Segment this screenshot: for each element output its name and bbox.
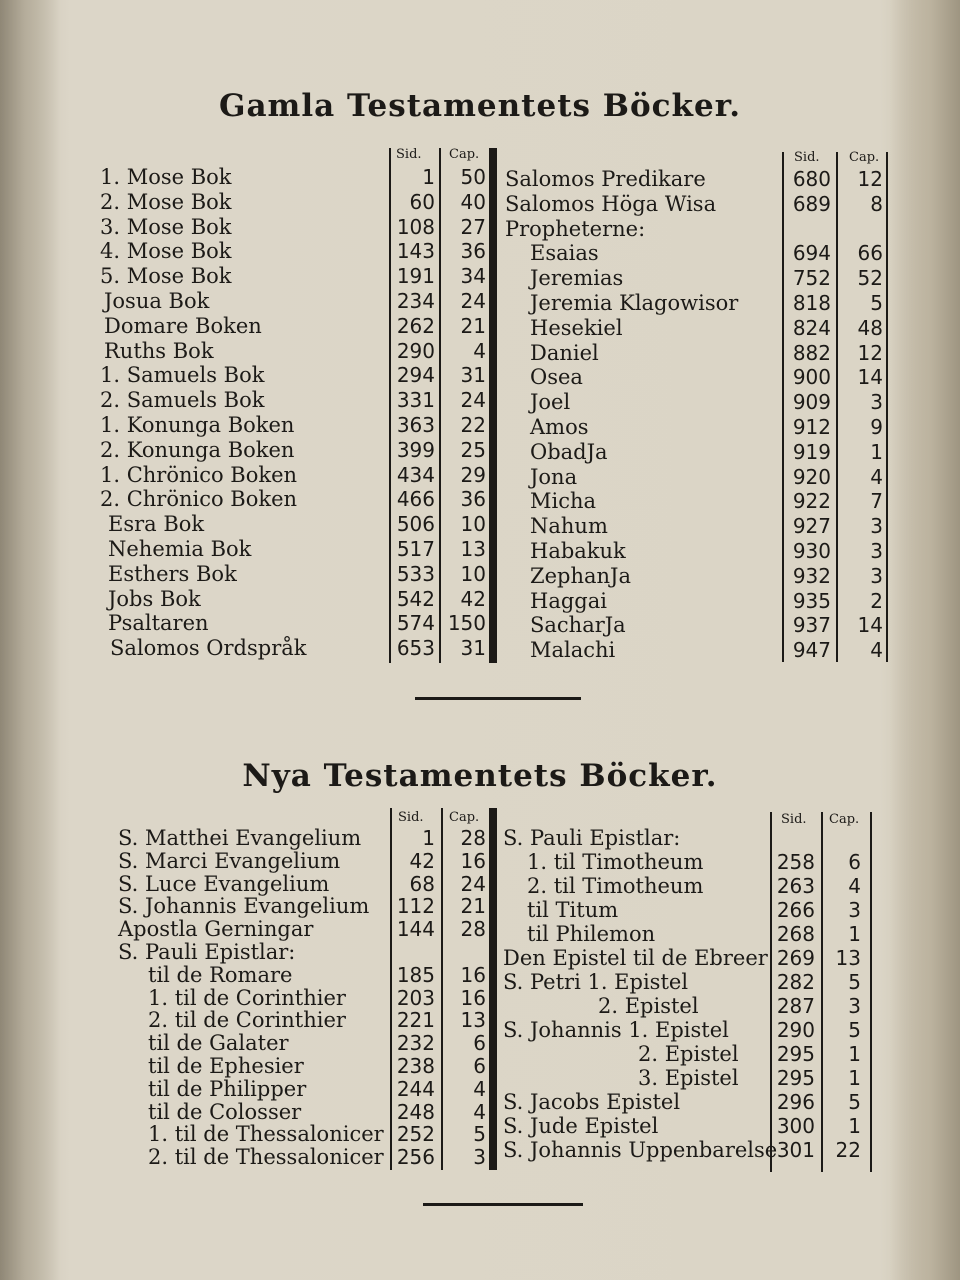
book-name: Amos (530, 415, 589, 439)
book-name: 2. til de Thessalonicer (148, 1145, 384, 1170)
book-name: 3. Mose Bok (100, 214, 232, 239)
column-header-cap: Cap. (449, 147, 480, 162)
chapter-count: 16 (460, 848, 486, 873)
page-number: 574 (396, 611, 435, 636)
book-name: S. Johannis 1. Epistel (503, 1018, 729, 1042)
chapter-count: 40 (460, 189, 486, 214)
chapter-count: 9 (870, 415, 883, 439)
chapter-count: 5 (473, 1122, 486, 1147)
chapter-count: 22 (460, 413, 486, 437)
bottom-divider (423, 1203, 583, 1206)
book-name: 2. Epistel (598, 994, 699, 1018)
page-number: 930 (792, 539, 831, 563)
page-number: 517 (396, 537, 435, 561)
page-number: 399 (396, 437, 435, 462)
table-row (0, 241, 960, 266)
page-number: 920 (792, 464, 831, 489)
chapter-count: 48 (857, 315, 883, 340)
page-number: 680 (792, 167, 831, 191)
table-row (0, 994, 960, 1019)
page-number: 290 (396, 338, 435, 363)
page-number: 295 (776, 1066, 815, 1090)
table-row (0, 437, 960, 465)
table-row (0, 514, 960, 539)
book-name: til de Colosser (148, 1099, 302, 1124)
page-number: 234 (396, 289, 435, 313)
column-header-sid: Sid. (781, 812, 807, 827)
chapter-count: 7 (870, 489, 883, 514)
chapter-count: 66 (857, 241, 883, 266)
table-row (0, 539, 960, 564)
column-header-sid: Sid. (396, 147, 422, 162)
chapter-count: 10 (460, 561, 486, 586)
chapter-count: 42 (460, 586, 486, 611)
chapter-count: 5 (870, 291, 883, 315)
chapter-count: 12 (857, 167, 883, 191)
book-name: Salomos Höga Wisa (505, 191, 717, 216)
book-name: 2. til de Corinthier (148, 1008, 346, 1033)
table-row (0, 462, 960, 490)
book-name: Propheterne: (505, 216, 646, 241)
chapter-count: 4 (870, 638, 883, 663)
table-row (0, 266, 960, 291)
table-row (0, 291, 960, 316)
page-number: 296 (776, 1090, 815, 1114)
chapter-count: 2 (870, 588, 883, 613)
column-header-cap: Cap. (829, 812, 860, 827)
book-name: ObadJa (530, 439, 608, 464)
table-row (0, 946, 960, 971)
chapter-count: 24 (460, 289, 486, 313)
page-number: 185 (396, 962, 435, 987)
chapter-count: 34 (460, 264, 486, 289)
book-name: 1. til Timotheum (527, 850, 704, 874)
chapter-count: 13 (460, 1008, 486, 1033)
chapter-count: 50 (460, 165, 486, 189)
chapter-count: 31 (460, 636, 486, 661)
chapter-count: 22 (835, 1138, 861, 1162)
chapter-count: 5 (848, 1090, 861, 1114)
chapter-count: 16 (460, 985, 486, 1010)
chapter-count: 3 (870, 514, 883, 539)
chapter-count: 25 (460, 437, 486, 462)
book-name: 1. Mose Bok (100, 165, 232, 189)
column-header-sid: Sid. (398, 810, 424, 825)
chapter-count: 4 (473, 338, 486, 363)
page-number: 818 (792, 291, 831, 315)
chapter-count: 13 (460, 537, 486, 561)
book-name: 1. Chrönico Boken (100, 462, 298, 487)
page-number: 112 (396, 894, 435, 919)
column-header-cap: Cap. (449, 810, 480, 825)
book-name: Hesekiel (530, 315, 623, 340)
book-name: til Titum (527, 898, 619, 922)
page-number: 542 (396, 586, 435, 611)
page-number: 900 (792, 365, 831, 390)
book-name: 5. Mose Bok (100, 264, 232, 289)
page-number: 752 (792, 266, 831, 291)
chapter-count: 31 (460, 363, 486, 388)
table-row (0, 613, 960, 638)
page-number: 248 (396, 1099, 435, 1124)
book-name: 4. Mose Bok (100, 239, 232, 264)
book-name: S. Pauli Epistlar: (503, 826, 681, 850)
book-name: til Philemon (527, 922, 656, 946)
section-divider (415, 697, 581, 700)
chapter-count: 4 (870, 464, 883, 489)
book-name: til de Romare (148, 962, 293, 987)
book-name: til de Philipper (148, 1076, 307, 1101)
page-number: 60 (409, 189, 435, 214)
book-name: S. Luce Evangelium (118, 871, 330, 896)
page-number: 256 (396, 1145, 435, 1170)
column-header-sid: Sid. (794, 150, 820, 165)
page-number: 331 (396, 388, 435, 413)
book-name: 3. Epistel (638, 1066, 739, 1090)
chapter-count: 52 (857, 266, 883, 291)
chapter-count: 16 (460, 962, 486, 987)
page-number: 244 (396, 1076, 435, 1101)
page-number: 466 (396, 487, 435, 512)
page-number: 143 (396, 239, 435, 264)
chapter-count: 10 (460, 512, 486, 537)
page-number: 203 (396, 985, 435, 1010)
page-number: 937 (792, 613, 831, 638)
book-name: S. Matthei Evangelium (118, 826, 362, 850)
book-name: S. Petri 1. Epistel (503, 970, 689, 994)
book-name: Haggai (530, 588, 607, 613)
book-name: S. Jacobs Epistel (503, 1090, 681, 1114)
book-name: Osea (530, 365, 583, 390)
table-row (0, 1138, 960, 1163)
page-number: 932 (792, 563, 831, 588)
table-row (0, 970, 960, 995)
table-row (0, 214, 960, 242)
book-name: Jobs Bok (108, 586, 201, 611)
chapter-count: 3 (848, 898, 861, 922)
table-row (0, 1090, 960, 1115)
chapter-count: 1 (848, 1042, 861, 1066)
chapter-count: 4 (473, 1076, 486, 1101)
chapter-count: 3 (870, 539, 883, 563)
page-number: 144 (396, 917, 435, 942)
book-name: Jeremia Klagowisor (530, 291, 739, 315)
chapter-count: 8 (870, 191, 883, 216)
page-number: 266 (776, 898, 815, 922)
page-number: 927 (792, 514, 831, 539)
chapter-count: 12 (857, 340, 883, 365)
table-row (0, 561, 960, 589)
chapter-count: 14 (857, 365, 883, 390)
chapter-count: 150 (447, 611, 486, 636)
chapter-count: 3 (848, 994, 861, 1018)
page-number: 287 (776, 994, 815, 1018)
table-row (0, 167, 960, 192)
chapter-count: 28 (460, 826, 486, 850)
page-number: 824 (792, 315, 831, 340)
table-row (0, 338, 960, 366)
book-name: S. Jude Epistel (503, 1114, 659, 1138)
book-name: Jeremias (530, 266, 624, 291)
book-name: SacharJa (530, 613, 626, 638)
page-number: 300 (776, 1114, 815, 1138)
page-number: 290 (776, 1018, 815, 1042)
chapter-count: 4 (848, 874, 861, 898)
chapter-count: 27 (460, 214, 486, 239)
book-name: 1. til de Corinthier (148, 985, 346, 1010)
book-name: 1. Samuels Bok (100, 363, 265, 388)
page-number: 653 (396, 636, 435, 661)
book-name: S. Marci Evangelium (118, 848, 341, 873)
book-name: Den Epistel til de Ebreer (503, 946, 768, 970)
book-name: 2. Samuels Bok (100, 388, 265, 413)
new-testament-heading: Nya Testamentets Böcker. (242, 758, 718, 794)
table-row (0, 313, 960, 341)
chapter-count: 13 (835, 946, 861, 970)
book-name: Ruths Bok (104, 338, 214, 363)
table-row (0, 415, 960, 440)
page-number: 294 (396, 363, 435, 388)
page-number: 947 (792, 638, 831, 663)
page-number: 232 (396, 1031, 435, 1056)
book-name: 1. til de Thessalonicer (148, 1122, 384, 1147)
page-number: 108 (396, 214, 435, 239)
book-name: Salomos Ordspråk (110, 636, 307, 661)
chapter-count: 24 (460, 388, 486, 413)
chapter-count: 1 (870, 439, 883, 464)
column-header-cap: Cap. (849, 150, 880, 165)
page-number: 533 (396, 561, 435, 586)
book-name: til de Galater (148, 1031, 289, 1056)
book-name: Josua Bok (104, 289, 210, 313)
page-number: 282 (776, 970, 815, 994)
chapter-count: 29 (460, 462, 486, 487)
page-number: 882 (792, 340, 831, 365)
book-name: 1. Konunga Boken (100, 413, 295, 437)
book-name: 2. Chrönico Boken (100, 487, 298, 512)
chapter-count: 5 (848, 1018, 861, 1042)
book-name: Nahum (530, 514, 608, 539)
chapter-count: 1 (848, 1114, 861, 1138)
book-name: ZephanJa (530, 563, 631, 588)
chapter-count: 28 (460, 917, 486, 942)
table-row (0, 586, 960, 614)
page-number: 694 (792, 241, 831, 266)
table-row (0, 1018, 960, 1043)
table-row (0, 189, 960, 217)
page-number: 295 (776, 1042, 815, 1066)
table-row (0, 365, 960, 390)
book-name: Salomos Predikare (505, 167, 706, 191)
table-row (0, 922, 960, 947)
old-testament-heading: Gamla Testamentets Böcker. (218, 88, 741, 124)
chapter-count: 5 (848, 970, 861, 994)
book-name: 2. Epistel (638, 1042, 739, 1066)
page-number: 1 (422, 826, 435, 850)
chapter-count: 21 (460, 313, 486, 338)
page-number: 238 (396, 1054, 435, 1078)
book-name: Esthers Bok (108, 561, 237, 586)
page-number: 252 (396, 1122, 435, 1147)
table-row (0, 390, 960, 415)
book-name: Apostla Gerningar (118, 917, 314, 942)
page-number: 221 (396, 1008, 435, 1033)
chapter-count: 3 (870, 563, 883, 588)
table-row (0, 1066, 960, 1091)
page-number: 506 (396, 512, 435, 537)
book-name: Esra Bok (108, 512, 205, 537)
chapter-count: 6 (473, 1054, 486, 1078)
chapter-count: 3 (473, 1145, 486, 1170)
book-name: Joel (530, 390, 571, 415)
chapter-count: 3 (870, 390, 883, 415)
page-number: 191 (396, 264, 435, 289)
page-number: 269 (776, 946, 815, 970)
chapter-count: 1 (848, 922, 861, 946)
page-number: 42 (409, 848, 435, 873)
chapter-count: 4 (473, 1099, 486, 1124)
book-name: Nehemia Bok (108, 537, 252, 561)
book-name: S. Pauli Epistlar: (118, 940, 296, 964)
page-number: 268 (776, 922, 815, 946)
page-number: 434 (396, 462, 435, 487)
page-number: 919 (792, 439, 831, 464)
page-number: 263 (776, 874, 815, 898)
book-name: Daniel (530, 340, 599, 365)
book-name: Psaltaren (108, 611, 209, 636)
book-name: Esaias (530, 241, 599, 266)
page-number: 912 (792, 415, 831, 439)
page-number: 68 (409, 871, 435, 896)
chapter-count: 36 (460, 487, 486, 512)
book-name: Domare Boken (104, 313, 262, 338)
page-number: 909 (792, 390, 831, 415)
page-number: 262 (396, 313, 435, 338)
page-number: 363 (396, 413, 435, 437)
table-row (0, 850, 960, 875)
chapter-count: 6 (473, 1031, 486, 1056)
chapter-count: 1 (848, 1066, 861, 1090)
table-row (0, 871, 960, 899)
chapter-count: 6 (848, 850, 861, 874)
book-name: Habakuk (530, 539, 626, 563)
page-number: 258 (776, 850, 815, 874)
table-row (0, 1042, 960, 1067)
book-name: S. Johannis Uppenbarelse (503, 1138, 778, 1162)
table-row (0, 826, 960, 851)
chapter-count: 14 (857, 613, 883, 638)
book-name: til de Ephesier (148, 1054, 304, 1078)
page-number: 689 (792, 191, 831, 216)
chapter-count: 36 (460, 239, 486, 264)
page-number: 922 (792, 489, 831, 514)
table-row (0, 489, 960, 514)
page-number: 935 (792, 588, 831, 613)
book-name: Micha (530, 489, 597, 514)
book-name: S. Johannis Evangelium (118, 894, 370, 919)
book-name: Jona (530, 464, 578, 489)
table-row (0, 638, 960, 663)
chapter-count: 21 (460, 894, 486, 919)
book-name: Malachi (530, 638, 616, 663)
page-number: 1 (422, 165, 435, 189)
book-name: 2. Konunga Boken (100, 437, 295, 462)
book-name: 2. Mose Bok (100, 189, 232, 214)
chapter-count: 24 (460, 871, 486, 896)
table-row (0, 1114, 960, 1139)
page-number: 301 (776, 1138, 815, 1162)
book-name: 2. til Timotheum (527, 874, 704, 898)
table-row (0, 898, 960, 923)
